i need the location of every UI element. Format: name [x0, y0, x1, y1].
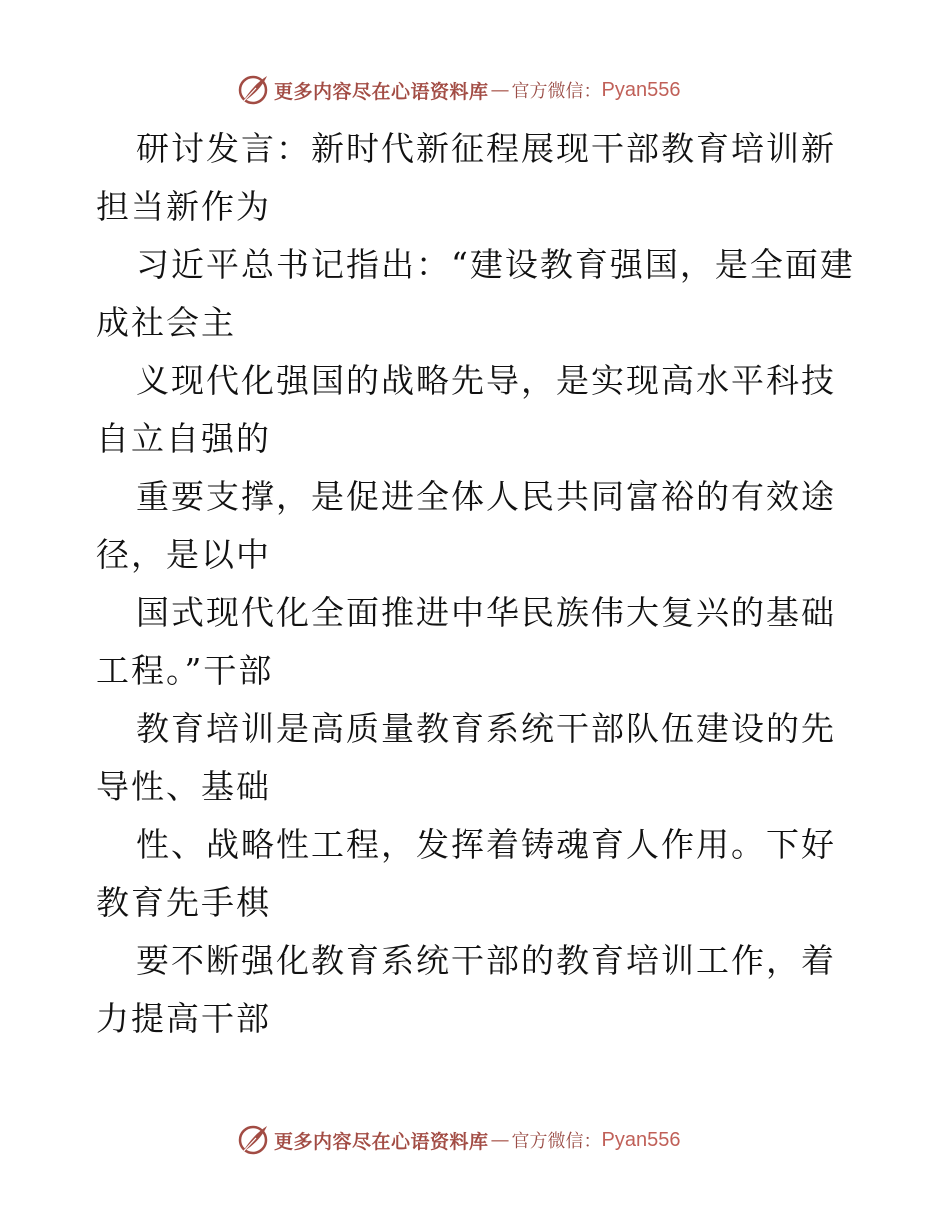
banner-dash: —: [490, 79, 510, 101]
paragraph: 性、战略性工程，发挥着铸魂育人作用。下好教育先手棋: [96, 825, 836, 922]
paragraph: 义现代化强国的战略先导，是实现高水平科技自立自强的: [96, 361, 836, 458]
wechat-label: 官方微信：: [511, 81, 602, 102]
site-name: 更多内容尽在心语资料库: [274, 80, 489, 103]
wechat-id: Pyan556: [601, 78, 681, 101]
paragraph: 教育培训是高质量教育系统干部队伍建设的先导性、基础: [96, 709, 836, 806]
header-banner: [236, 72, 680, 108]
feather-pen-logo-icon: [236, 73, 270, 107]
paragraph: 要不断强化教育系统干部的教育培训工作，着力提高干部: [96, 941, 836, 1038]
wechat-label: 官方微信：: [511, 1131, 602, 1152]
document-body: [96, 120, 866, 1048]
paragraph: 习近平总书记指出：“建设教育强国，是全面建成社会主: [96, 245, 855, 342]
banner-dash: —: [490, 1129, 510, 1151]
document-title: 研讨发言：新时代新征程展现干部教育培训新担当新作为: [96, 129, 836, 226]
wechat-id: Pyan556: [601, 1128, 681, 1151]
paragraph: 重要支撑，是促进全体人民共同富裕的有效途径，是以中: [96, 477, 836, 574]
paragraph: 国式现代化全面推进中华民族伟大复兴的基础工程。”干部: [96, 593, 836, 690]
feather-pen-logo-icon: [236, 1123, 270, 1157]
footer-banner: [236, 1122, 680, 1158]
site-name: 更多内容尽在心语资料库: [274, 1130, 489, 1153]
